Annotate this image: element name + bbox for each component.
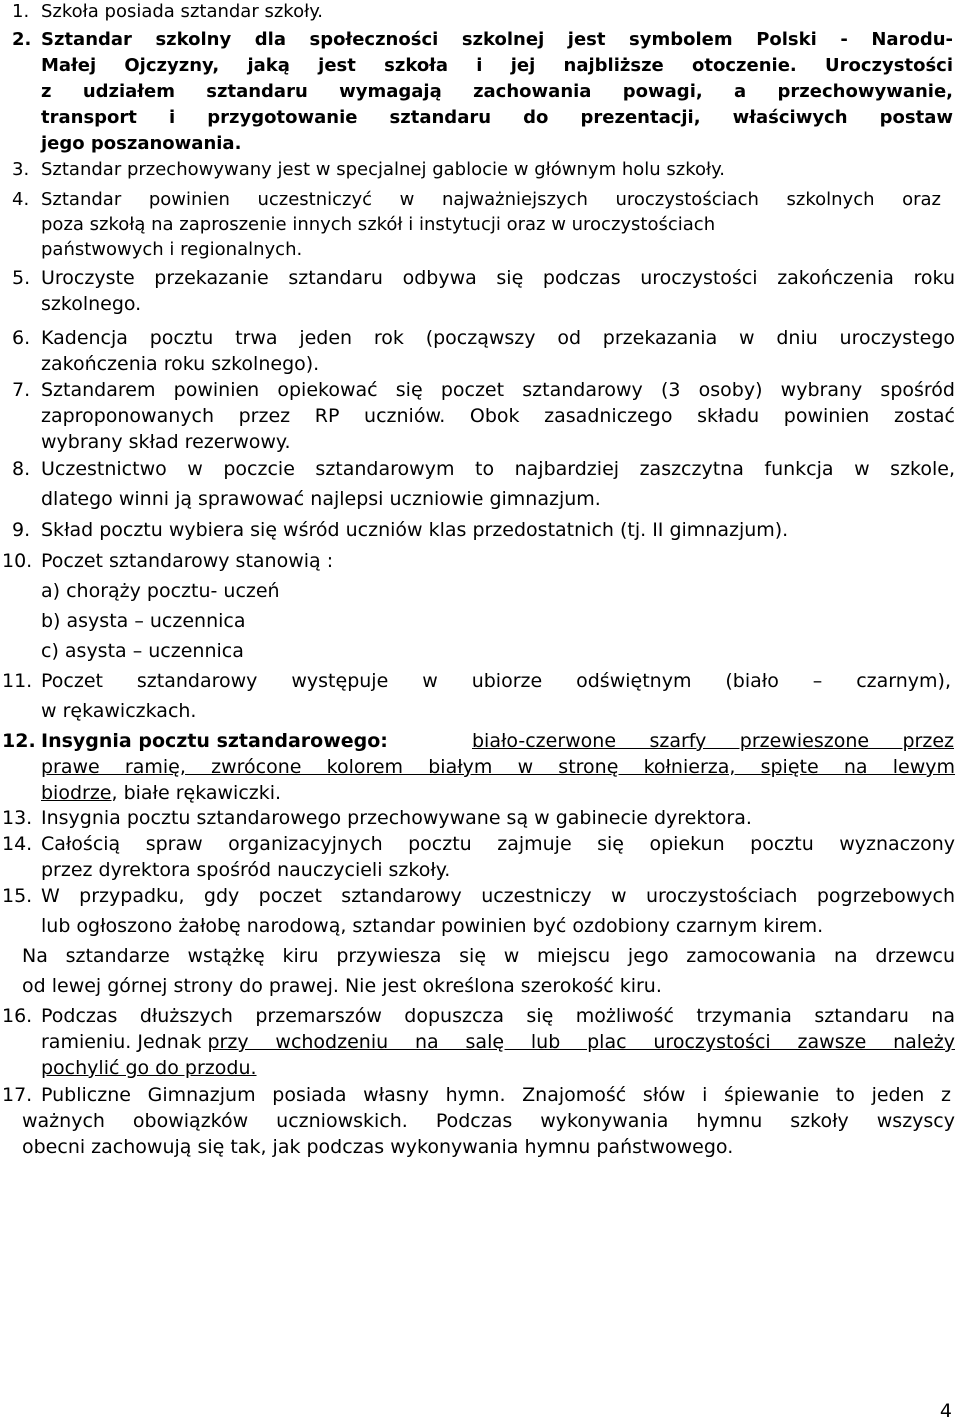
item-line: lub ogłoszono żałobę narodową, sztandar powinien być ozdobiony czarnym kirem.: [41, 915, 824, 937]
item-line: zakończenia roku szkolnego).: [41, 353, 320, 375]
item-line: Sztandar powinien uczestniczyć w najważniejszych uroczystościach szkolnych oraz: [41, 189, 941, 210]
item-line: w rękawiczkach.: [41, 700, 197, 722]
item-number: 7.: [12, 379, 31, 401]
item-number: 3.: [12, 159, 30, 180]
item-underlined-text: prawe ramię, zwrócone kolorem białym w stronę kołnierza, spięte na lewym: [41, 756, 955, 778]
page-number: 4: [939, 1400, 952, 1422]
item-line: Publiczne Gimnazjum posiada własny hymn. Znajomość słów i śpiewanie to jeden z: [41, 1084, 951, 1106]
item-number: 5.: [12, 267, 31, 289]
item-line: Poczet sztandarowy stanowią :: [41, 550, 334, 572]
item-text: Sztandar przechowywany jest w specjalnej gablocie w głównym holu szkoły.: [41, 159, 725, 180]
item-line: poza szkołą na zaproszenie innych szkół i instytucji oraz w uroczystościach: [41, 214, 716, 235]
item-underlined-text: biało-czerwone szarfy przewieszone przez: [472, 730, 954, 752]
item-line: Małej Ojczyzny, jaką jest szkoła i jej najbliższe otoczenie. Uroczystości: [41, 55, 953, 76]
item-line: ramieniu. Jednak: [41, 1031, 208, 1053]
item-line: Podczas dłuższych przemarszów dopuszcza się możliwość trzymania sztandaru na: [41, 1005, 955, 1027]
item-line-wrap: [41, 780, 281, 806]
item-line: Uczestnictwo w poczcie sztandarowym to najbardziej zaszczytna funkcja w szkole,: [41, 458, 955, 480]
item-line: jego poszanowania.: [41, 133, 242, 154]
item-number: 13.: [2, 807, 33, 829]
item-line: ważnych obowiązków uczniowskich. Podczas wykonywania hymnu szkoły wszyscy: [22, 1110, 955, 1132]
item-line: wybrany skład rezerwowy.: [41, 431, 291, 453]
item-line: państwowych i regionalnych.: [41, 239, 303, 260]
item-number: 15.: [2, 885, 33, 907]
paragraph-line: Na sztandarze wstążkę kiru przywiesza się w miejscu jego zamocowania na drzewcu: [22, 945, 955, 967]
item-line-wrap: [472, 728, 954, 754]
item-line: W przypadku, gdy poczet sztandarowy uczestniczy w uroczystościach pogrzebowych: [41, 885, 955, 907]
item-line: Sztandarem powinien opiekować się poczet sztandarowy (3 osoby) wybrany spośród: [41, 379, 955, 401]
item-number: 12.: [2, 730, 36, 752]
item-line-wrap: [41, 1055, 257, 1081]
item-number: 14.: [2, 833, 33, 855]
item-line: Kadencja pocztu trwa jeden rok (począwszy od przekazania w dniu uroczystego: [41, 327, 955, 349]
item-number: 17.: [2, 1084, 33, 1106]
item-number: 16.: [2, 1005, 33, 1027]
item-line: b) asysta – uczennica: [41, 610, 246, 632]
item-number: 9.: [12, 519, 31, 541]
item-line: szkolnego.: [41, 293, 142, 315]
item-bold-lead: Insygnia pocztu sztandarowego:: [41, 730, 388, 752]
item-line: a) chorąży pocztu- uczeń: [41, 580, 280, 602]
item-number: 2.: [12, 29, 32, 50]
item-line: Poczet sztandarowy występuje w ubiorze odświętnym (biało – czarnym),: [41, 670, 951, 692]
item-line-wrap: [41, 754, 955, 780]
item-underlined-text: pochylić go do przodu.: [41, 1057, 257, 1079]
item-line: dlatego winni ją sprawować najlepsi uczniowie gimnazjum.: [41, 488, 601, 510]
item-line-wrap: [41, 1029, 955, 1055]
item-number: 8.: [12, 458, 31, 480]
paragraph-line: od lewej górnej strony do prawej. Nie jest określona szerokość kiru.: [22, 975, 662, 997]
item-number: 1.: [12, 1, 30, 22]
item-line: c) asysta – uczennica: [41, 640, 244, 662]
item-line: , białe rękawiczki.: [111, 782, 282, 804]
item-number: 6.: [12, 327, 31, 349]
item-line: obecni zachowują się tak, jak podczas wykonywania hymnu państwowego.: [22, 1136, 734, 1158]
item-line: Całością spraw organizacyjnych pocztu zajmuje się opiekun pocztu wyznaczony: [41, 833, 955, 855]
item-line: przez dyrektora spośród nauczycieli szkoły.: [41, 859, 451, 881]
item-line: transport i przygotowanie sztandaru do prezentacji, właściwych postaw: [41, 107, 953, 128]
item-line: zaproponowanych przez RP uczniów. Obok zasadniczego składu powinien zostać: [41, 405, 955, 427]
item-number: 4.: [12, 189, 30, 210]
item-text: Szkoła posiada sztandar szkoły.: [41, 1, 324, 22]
item-line: Uroczyste przekazanie sztandaru odbywa się podczas uroczystości zakończenia roku: [41, 267, 955, 289]
item-number: 11.: [2, 670, 33, 692]
item-number: 10.: [2, 550, 33, 572]
item-line: Sztandar szkolny dla społeczności szkolnej jest symbolem Polski - Narodu-: [41, 29, 953, 50]
item-text: Insygnia pocztu sztandarowego przechowywane są w gabinecie dyrektora.: [41, 807, 752, 829]
item-text: Skład pocztu wybiera się wśród uczniów klas przedostatnich (tj. II gimnazjum).: [41, 519, 789, 541]
item-line: z udziałem sztandaru wymagają zachowania powagi, a przechowywanie,: [41, 81, 953, 102]
item-underlined-text: przy wchodzeniu na salę lub plac uroczystości zawsze należy: [207, 1031, 955, 1053]
item-underlined-text: biodrze: [41, 782, 112, 804]
